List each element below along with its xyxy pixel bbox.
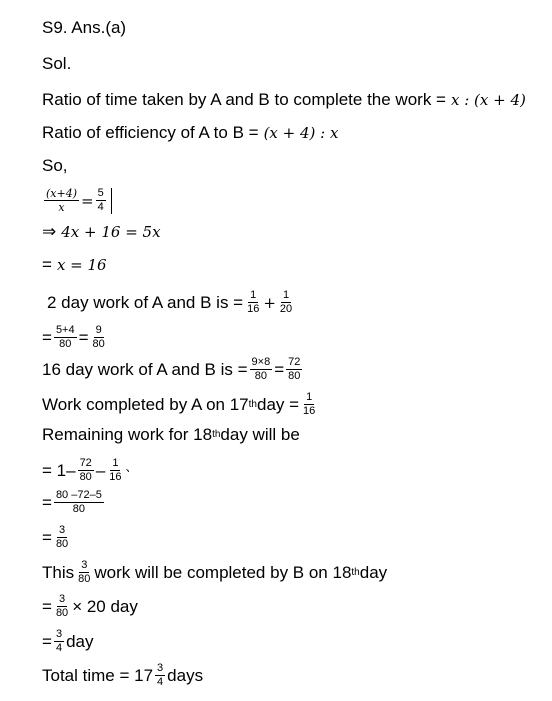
fraction: $\frac{(x+4)}{x}$ xyxy=(46,187,78,214)
remaining-work-text: Remaining work for 18 xyxy=(42,425,213,444)
work-by-a-line: Work completed by A on 17 th day = $\frac{1}{16}$ xyxy=(42,391,316,417)
cursor-bar xyxy=(111,188,112,214)
remaining-result-line xyxy=(42,524,72,551)
times-twenty-day: × 20 day xyxy=(72,596,138,616)
b-days-result-line xyxy=(42,628,93,655)
minus-sign: – xyxy=(95,460,106,480)
fraction: $\frac{5+4}{80}$ xyxy=(55,324,75,350)
sixteen-day-work-text: 16 day work of A and B is = xyxy=(42,359,248,379)
equals-sign: = xyxy=(81,191,94,210)
remaining-sub-line xyxy=(42,489,106,516)
remaining-work-line: Remaining work for 18 th day will be xyxy=(42,425,300,444)
time-ratio-expression: x : (x + 4) xyxy=(450,91,526,109)
fraction: $\frac{1}{16}$ xyxy=(303,391,316,417)
b-days-line xyxy=(42,593,138,620)
equals-sign: = xyxy=(42,631,52,651)
b-completes-text: work will be completed by B on 18 xyxy=(94,562,352,582)
proportion-line xyxy=(42,187,112,214)
b-completes-line: This 3 80 work will be completed by B on 18 th day xyxy=(42,559,388,585)
two-day-work-text: 2 day work of A and B is = xyxy=(47,292,244,312)
fraction: $\frac{5}{4}$ xyxy=(97,187,104,213)
equals-sign: = xyxy=(42,327,52,347)
equals-sign: = xyxy=(42,527,52,547)
solution-label: Sol. xyxy=(42,54,72,73)
time-ratio-text: Ratio of time taken by A and B to complete the work = xyxy=(42,90,446,109)
efficiency-ratio-expression: (x + 4) : x xyxy=(263,124,339,142)
fraction: $\frac{9}{80}$ xyxy=(92,324,105,350)
fraction: 72 80 xyxy=(79,457,92,483)
two-day-work-line xyxy=(47,289,296,316)
fraction: $\frac{3}{80}$ xyxy=(55,593,69,619)
this-text: This xyxy=(42,562,75,582)
remaining-work-text-end: day will be xyxy=(220,425,300,444)
efficiency-ratio-line xyxy=(42,123,338,143)
implies-arrow: ⇒ xyxy=(42,222,57,241)
equation: 4x + 16 = 5x xyxy=(61,223,161,241)
work-by-a-text: Work completed by A on 17 xyxy=(42,394,249,414)
equals-sign: = xyxy=(274,359,285,379)
fraction: $\frac{3}{4}$ xyxy=(55,628,63,654)
efficiency-ratio-text: Ratio of efficiency of A to B = xyxy=(42,123,259,142)
fraction: $\frac{3}{80}$ xyxy=(55,524,69,550)
so-line: So, xyxy=(42,156,68,175)
fraction: $\frac{9\times 8}{80}$ xyxy=(251,356,271,382)
work-by-a-text-end: day = xyxy=(256,394,300,414)
equals-sign: = xyxy=(42,255,52,274)
days-unit: days xyxy=(167,665,204,685)
equals-sign: = xyxy=(42,596,52,616)
fraction: $\frac{1}{16}$ xyxy=(247,289,260,315)
two-day-sum-line xyxy=(42,324,109,351)
b-completes-text-end: day xyxy=(359,562,388,582)
equation-line xyxy=(42,222,161,242)
total-time-line xyxy=(42,662,203,689)
total-time-text: Total time = 17 xyxy=(42,665,154,685)
plus-sign: + xyxy=(263,293,276,312)
fraction: $\frac{80 -72-5}{80}$ xyxy=(55,489,102,515)
day-unit: day xyxy=(66,631,94,651)
x-value-line xyxy=(42,255,107,275)
x-value: x = 16 xyxy=(56,256,107,274)
sixteen-day-work-line xyxy=(42,356,304,383)
time-ratio-line xyxy=(42,90,526,110)
fraction: 3 4 xyxy=(157,662,164,688)
one-minus: = 1– xyxy=(42,460,76,480)
fraction: $\frac{1}{20}$ xyxy=(279,289,293,315)
equals-sign: = xyxy=(42,492,52,512)
fraction: 3 80 xyxy=(78,559,91,585)
trailing-mark: 、 xyxy=(125,460,138,474)
fraction: $\frac{72}{80}$ xyxy=(288,356,301,382)
remaining-calc-line xyxy=(42,457,138,484)
fraction: 1 16 xyxy=(109,457,122,483)
equals-sign: = xyxy=(78,327,89,347)
answer-heading: S9. Ans.(a) xyxy=(42,18,127,37)
